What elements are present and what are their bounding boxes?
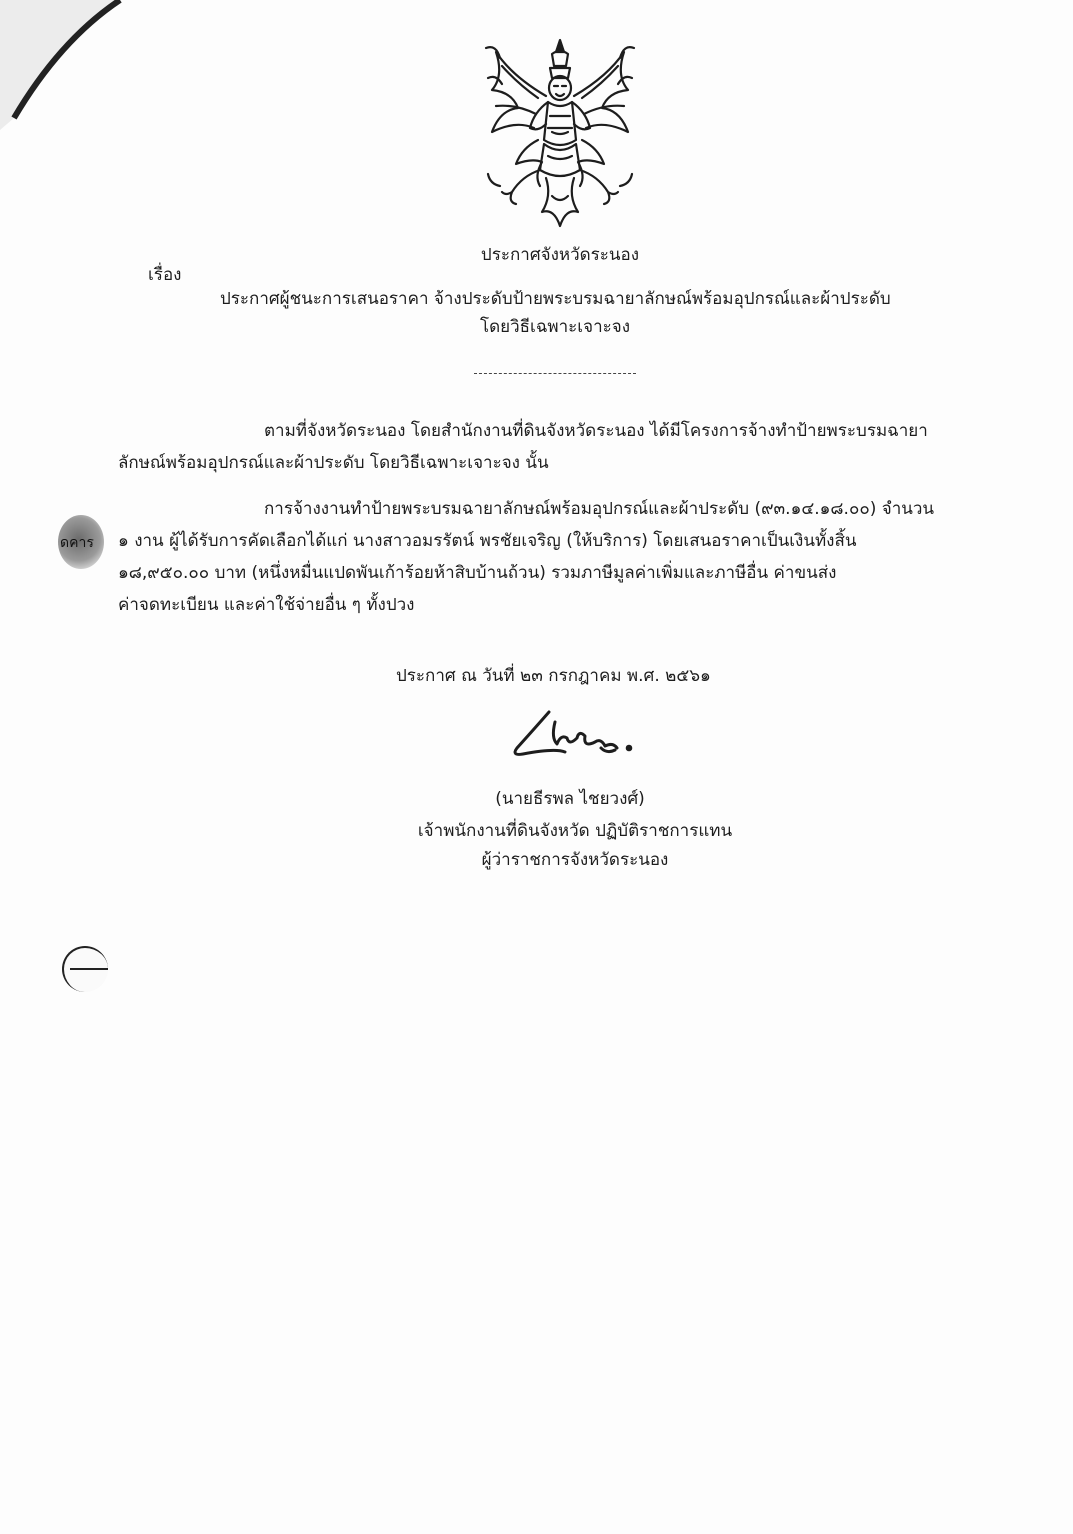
paragraph-2-line-3: ๑๘,๙๕๐.๐๐ บาท (หนึ่งหมื่นแปดพันเก้าร้อยห้าสิบบ้านถ้วน) รวมภาษีมูลค่าเพิ่มและภาษีอื่น ค่าขนส่ง bbox=[118, 563, 837, 583]
hole-text-fragment: ดคาร bbox=[60, 535, 94, 551]
signer-title-2: ผู้ว่าราชการจังหวัดระนอง bbox=[481, 850, 669, 870]
garuda-emblem-icon bbox=[482, 36, 638, 230]
punch-hole bbox=[58, 515, 104, 569]
signature-icon bbox=[505, 708, 635, 770]
paragraph-2-line-2: ๑ งาน ผู้ได้รับการคัดเลือกได้แก่ นางสาวอมรรัตน์ พรชัยเจริญ (ให้บริการ) โดยเสนอราคาเป็นเงินทั้งสิ้น bbox=[118, 531, 857, 551]
paragraph-2-line-1: การจ้างงานทำป้ายพระบรมฉายาลักษณ์พร้อมอุปกรณ์และผ้าประดับ (๙๓.๑๔.๑๘.๐๐) จำนวน bbox=[264, 499, 935, 519]
page-fold-shadow bbox=[0, 0, 130, 130]
punch-hole-mark bbox=[62, 946, 108, 992]
paragraph-2-line-4: ค่าจดทะเบียน และค่าใช้จ่ายอื่น ๆ ทั้งปวง bbox=[118, 595, 415, 615]
paragraph-1-line-2: ลักษณ์พร้อมอุปกรณ์และผ้าประดับ โดยวิธีเฉพาะเจาะจง นั้น bbox=[118, 453, 549, 473]
subject-label: เรื่อง bbox=[148, 265, 182, 285]
signer-name: (นายธีรพล ไชยวงศ์) bbox=[495, 789, 645, 809]
announcement-date: ประกาศ ณ วันที่ ๒๓ กรกฎาคม พ.ศ. ๒๕๖๑ bbox=[396, 666, 711, 686]
paragraph-1-line-1: ตามที่จังหวัดระนอง โดยสำนักงานที่ดินจังหวัดระนอง ได้มีโครงการจ้างทำป้ายพระบรมฉายา bbox=[264, 421, 928, 441]
separator-line bbox=[474, 373, 636, 374]
paragraph-2 bbox=[118, 493, 970, 621]
subject-line-1: ประกาศผู้ชนะการเสนอราคา จ้างประดับป้ายพระบรมฉายาลักษณ์พร้อมอุปกรณ์และผ้าประดับ bbox=[220, 289, 891, 309]
subject-line-2: โดยวิธีเฉพาะเจาะจง bbox=[479, 317, 631, 337]
paragraph-1 bbox=[118, 415, 970, 479]
announcement-heading: ประกาศจังหวัดระนอง bbox=[480, 245, 640, 265]
signer-title-1: เจ้าพนักงานที่ดินจังหวัด ปฏิบัติราชการแทน bbox=[417, 821, 733, 841]
